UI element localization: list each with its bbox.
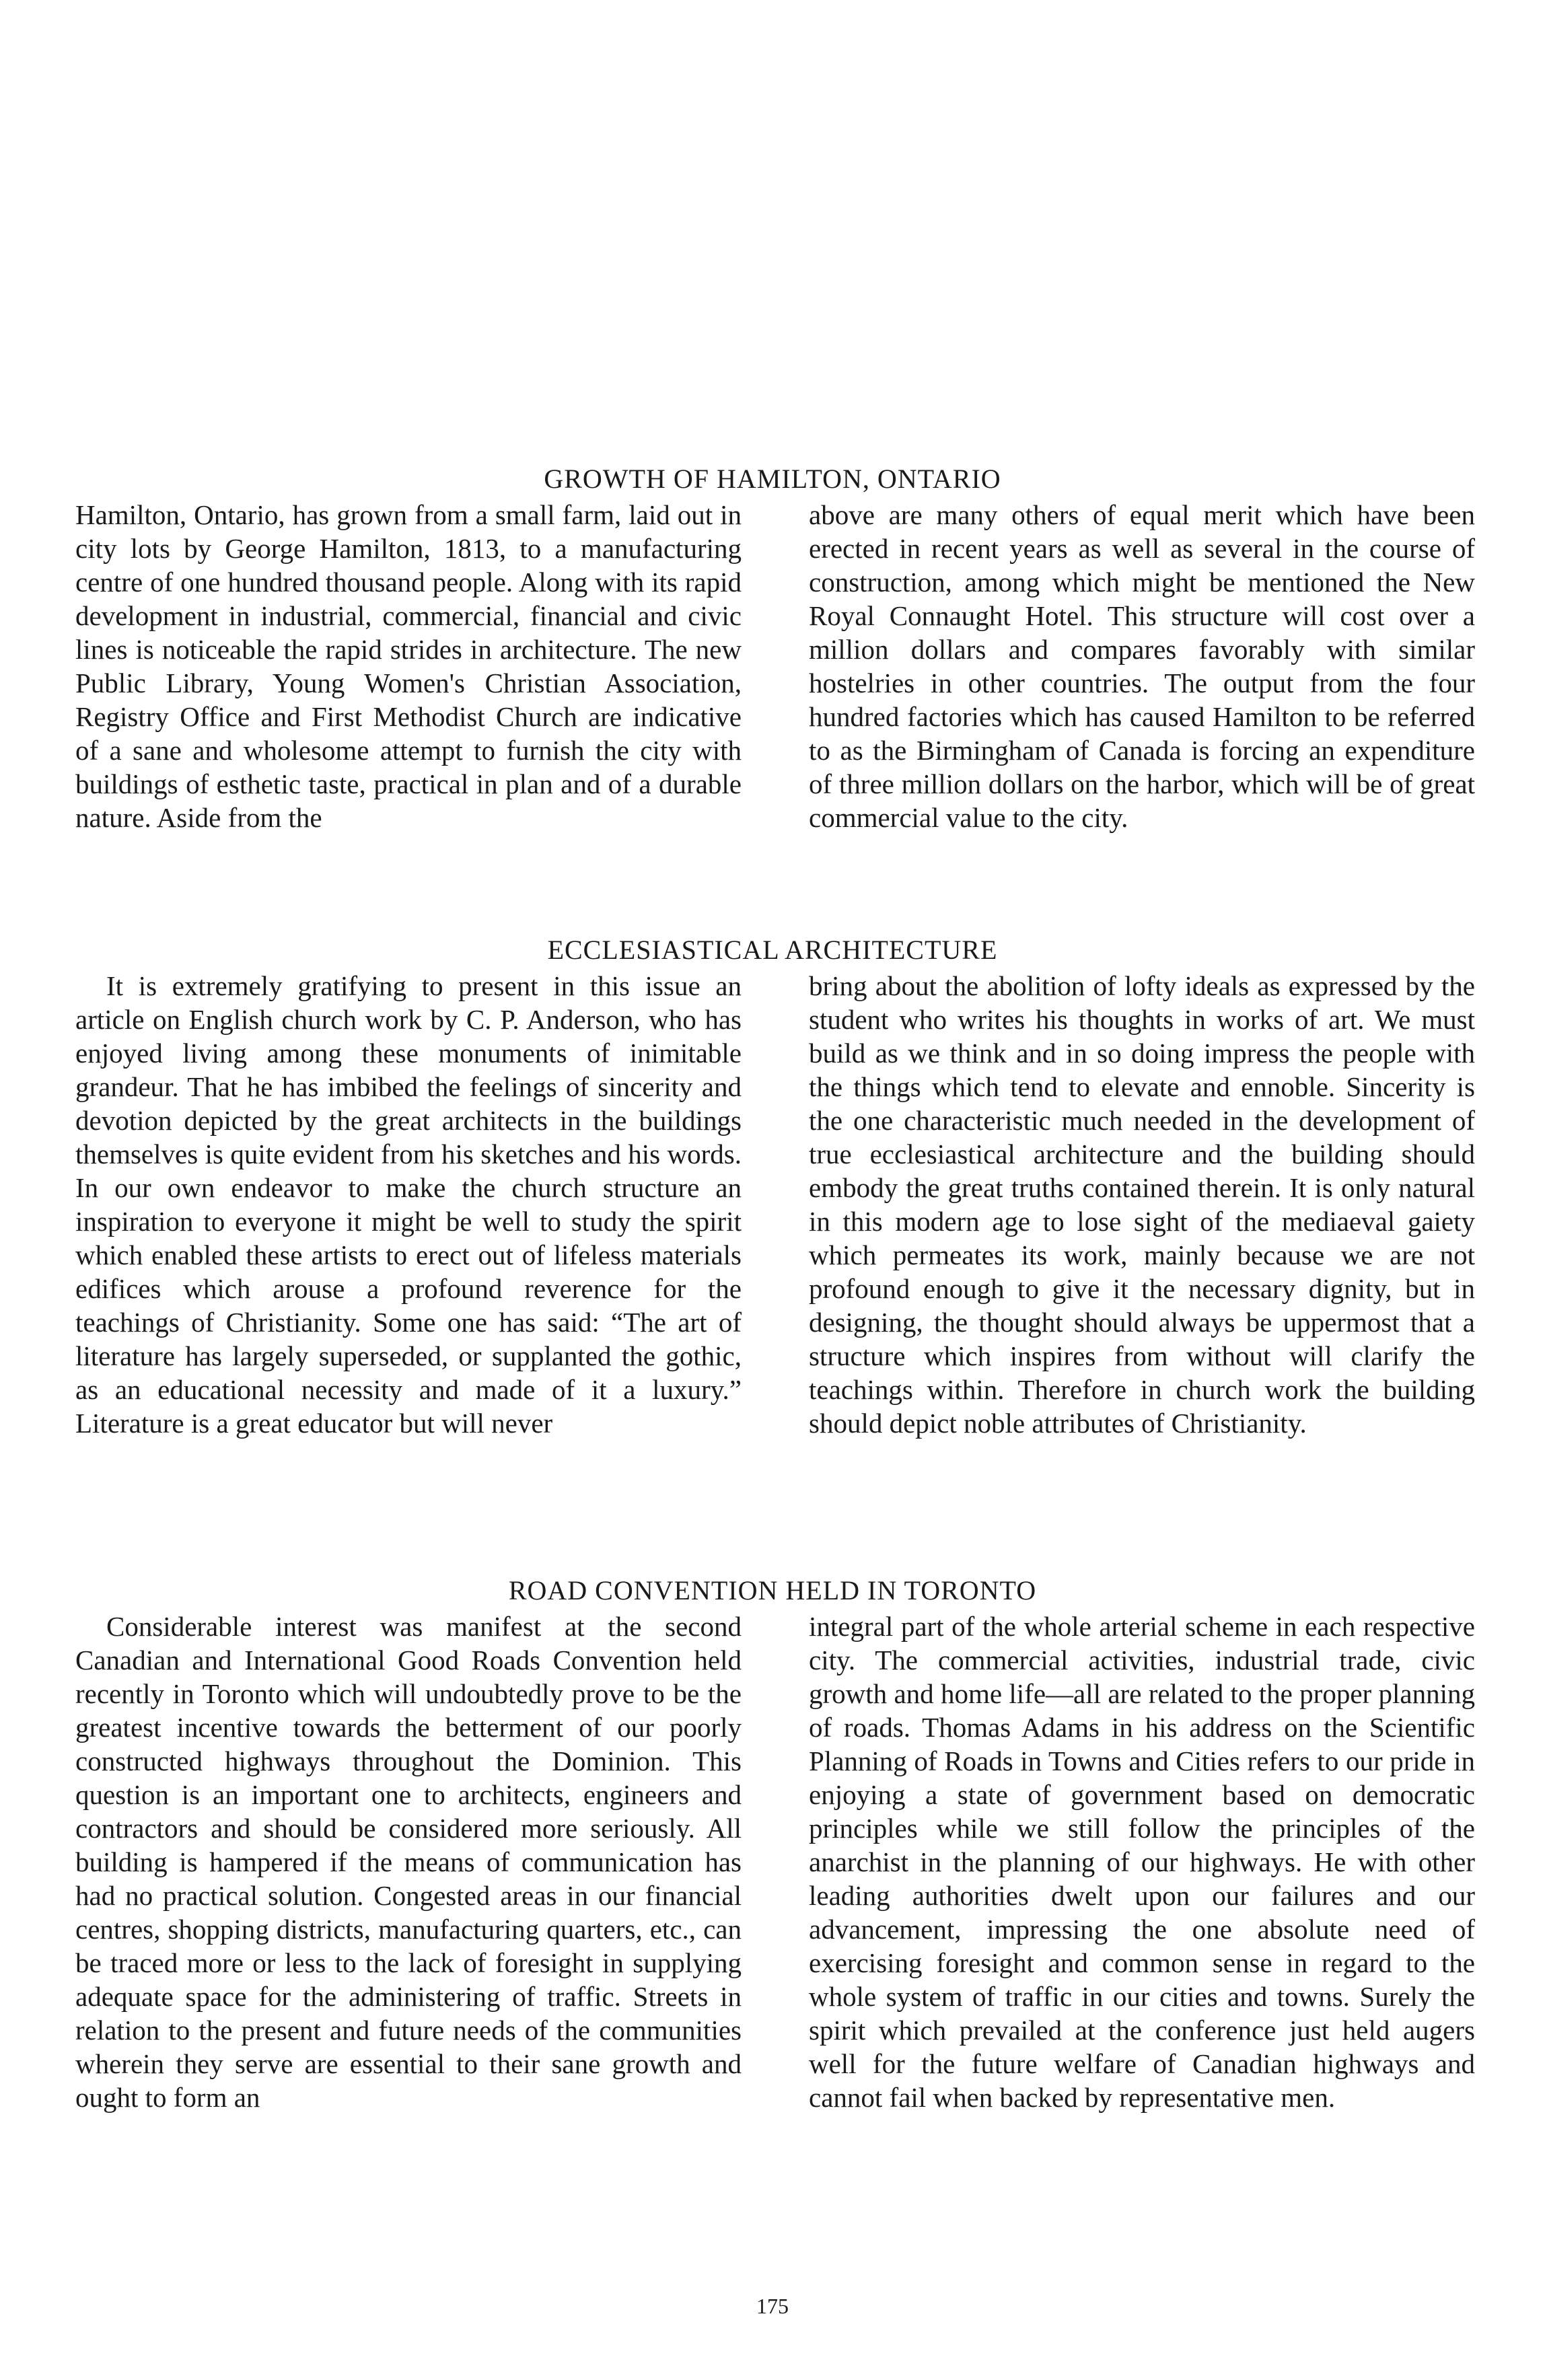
section-heading-growth-of-hamilton: GROWTH OF HAMILTON, ONTARIO	[544, 464, 1001, 494]
section-ecclesiastical-left-column	[75, 969, 742, 1440]
paragraph-text: bring about the abolition of lofty ideals as expressed by the student who writes his thoughts in works of art. We must build as we think and in so doing impress the people with the things which tend to elevate and ennoble. Sincerity is the one characteristic much needed in the development of true ecclesiastical architecture and the building should embody the great truths contained therein. It is only natural in this modern age to lose sight of the mediaeval gaiety which permeates its work, mainly because we are not profound enough to give it the necessary dignity, but in designing, the thought should always be uppermost that a structure which inspires from without will clarify the teachings within. Therefore in church work the building should depict noble attributes of Christianity.	[809, 970, 1475, 1439]
page-number: 175	[756, 2294, 789, 2318]
paragraph-text: Considerable interest was manifest at the second Canadian and International Good Roads Convention held recently in Toronto which will undoubtedly prove to be the greatest incentive towards the betterment of our poorly constructed highways throughout the Dominion. This question is an important one to architects, engineers and contractors and should be considered more seriously. All building is hampered if the means of communication has had no practical solution. Congested areas in our financial centres, shopping districts, manufacturing quarters, etc., can be traced more or less to the lack of foresight in supplying adequate space for the administering of traffic. Streets in relation to the present and future needs of the communities wherein they serve are essential to their sane growth and ought to form an	[75, 1611, 742, 2113]
paragraph-text: Hamilton, Ontario, has grown from a small farm, laid out in city lots by George Hamilton, 1813, to a manufacturing centre of one hundred thousand people. Along with its rapid development in industrial, commercial, financial and civic lines is noticeable the rapid strides in architecture. The new Public Library, Young Women's Christian Association, Registry Office and First Methodist Church are indicative of a sane and wholesome attempt to furnish the city with buildings of esthetic taste, practical in plan and of a durable nature. Aside from the	[75, 499, 742, 833]
paragraph-text: above are many others of equal merit which have been erected in recent years as well as several in the course of construction, among which might be mentioned the New Royal Connaught Hotel. This structure will cost over a million dollars and compares favorably with similar hostelries in other countries. The output from the four hundred factories which has caused Hamilton to be referred to as the Birmingham of Canada is forcing an expenditure of three million dollars on the harbor, which will be of great commercial value to the city.	[809, 499, 1475, 833]
paragraph-text: integral part of the whole arterial scheme in each respective city. The commercial activities, industrial trade, civic growth and home life—all are related to the proper planning of roads. Thomas Adams in his address on the Scientific Planning of Roads in Towns and Cities refers to our pride in enjoying a state of government based on democratic principles while we still follow the principles of the anarchist in the planning of our highways. He with other leading authorities dwelt upon our failures and our advancement, impressing the one absolute need of exercising foresight and common sense in regard to the whole system of traffic in our cities and towns. Surely the spirit which prevailed at the conference just held augers well for the future welfare of Canadian highways and cannot fail when backed by representative men.	[809, 1611, 1475, 2113]
section-heading-road-convention: ROAD CONVENTION HELD IN TORONTO	[508, 1575, 1037, 1606]
section-road-convention-left-column	[75, 1610, 742, 2114]
section-ecclesiastical-right-column	[809, 969, 1475, 1440]
section-road-convention-right-column	[809, 1610, 1475, 2114]
section-growth-left-column	[75, 498, 742, 834]
paragraph-text: It is extremely gratifying to present in this issue an article on English church work by C. P. Anderson, who has enjoyed living among these monuments of inimitable grandeur. That he has imbibed the feelings of sincerity and devotion depicted by the great architects in the buildings themselves is quite evident from his sketches and his words. In our own endeavor to make the church structure an inspiration to everyone it might be well to study the spirit which enabled these artists to erect out of lifeless materials edifices which arouse a profound reverence for the teachings of Christianity. Some one has said: “The art of literature has largely superseded, or supplanted the gothic, as an educational necessity and made of it a luxury.” Literature is a great educator but will never	[75, 970, 742, 1439]
section-growth-right-column	[809, 498, 1475, 834]
section-heading-ecclesiastical-architecture: ECCLESIASTICAL ARCHITECTURE	[547, 935, 998, 965]
